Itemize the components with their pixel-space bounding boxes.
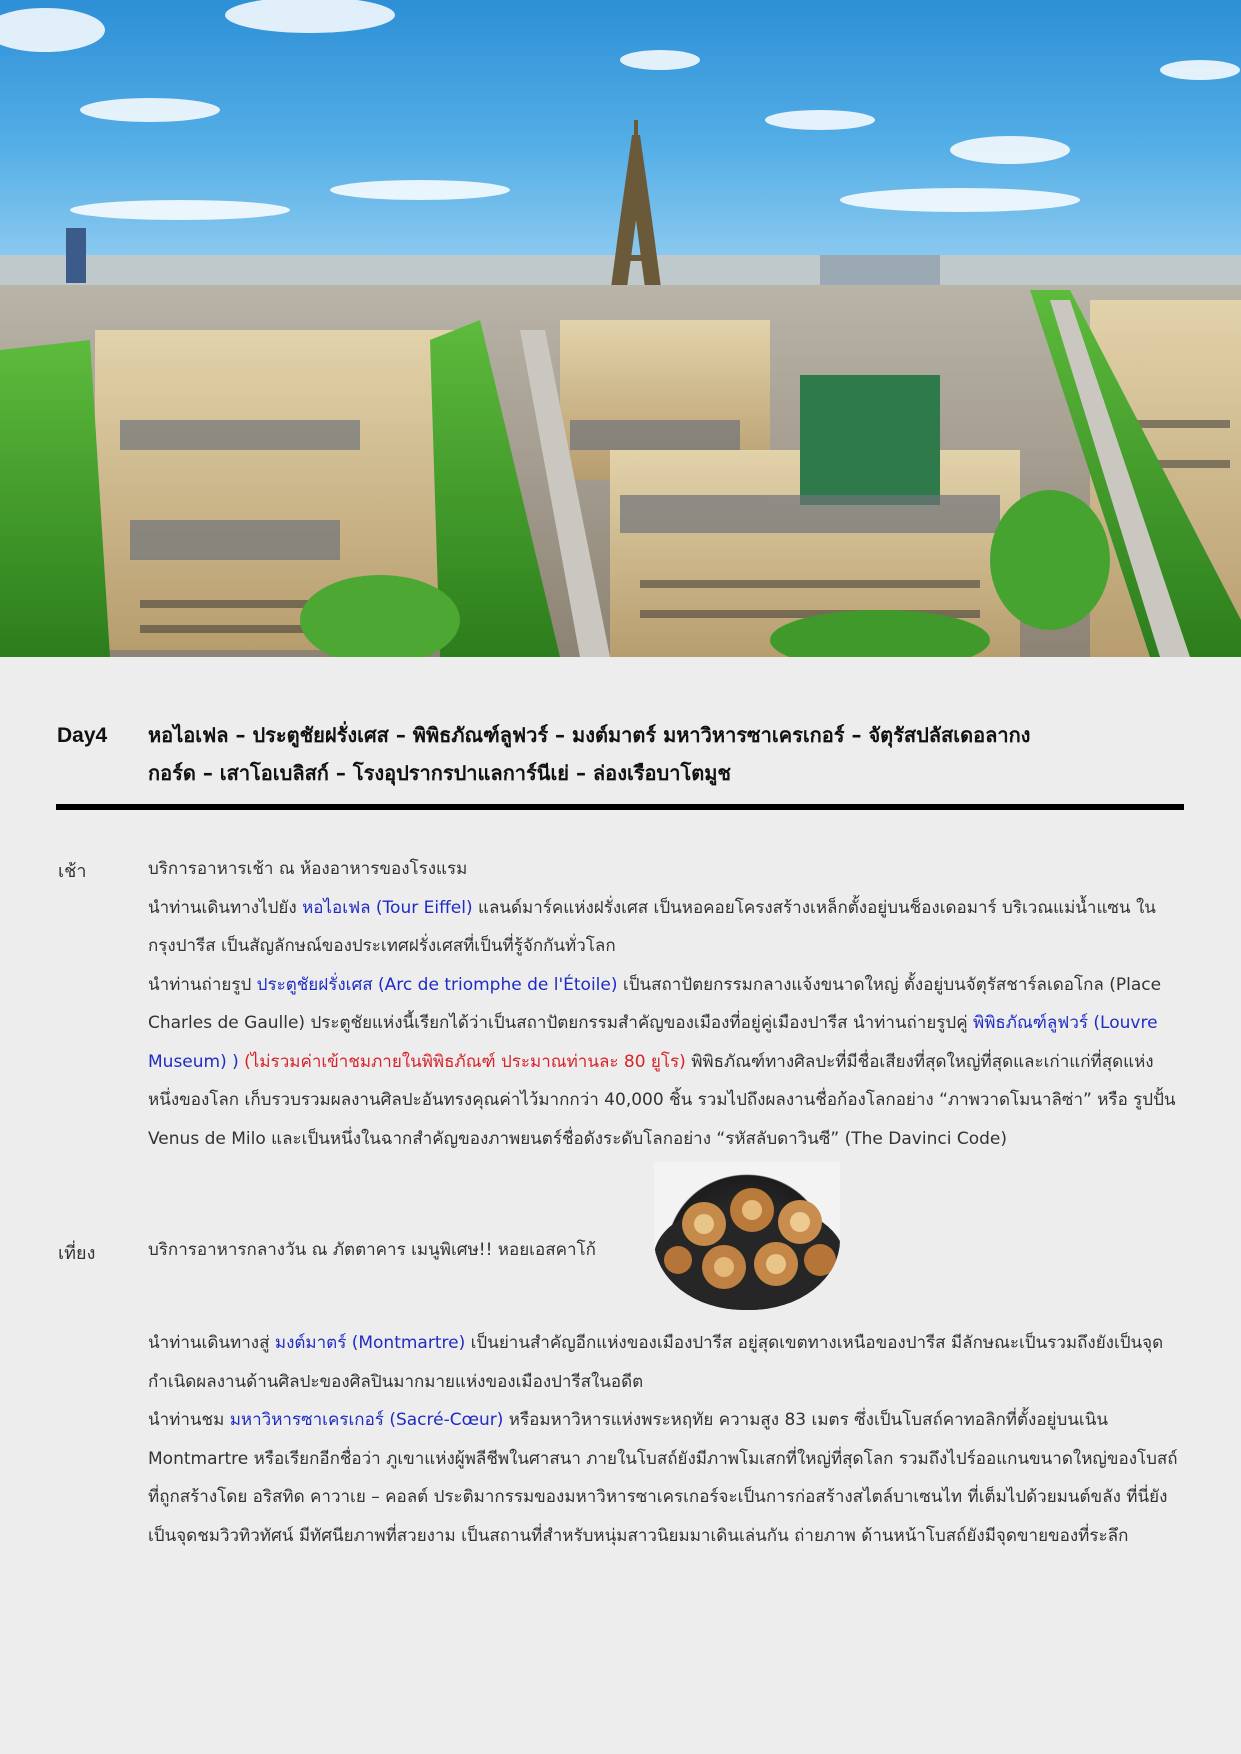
escargot-illustration xyxy=(654,1162,840,1310)
sacre-coeur-description: หรือมหาวิหารแห่งพระหฤทัย ความสูง 83 เมตร ซึ่งเป็นโบสถ์คาทอลิกที่ตั้งอยู่บนเนิน Montmartre หรือเรียกอีกชื่อว่า ภูเขาแห่งผู้พลีชีพในศาสนา ภายในโบสถ์ยังมีภาพโมเสกที่ใหญ่ที่สุดโลก รวมถึงไปร์ออแกนขนาดใหญ่ของโบสถ์ที่ถูกสร้างโดย อริสทิด คาวาเย – คอลต์ ประติมากรรมของมหาวิหารซาเครเกอร์จะเป็นการก่อสร้างสไตล์บาเซนไท ที่เต็มไปด้วยมนต์ขลัง ที่นี่ยังเป็นจุดชมวิวทิวทัศน์ มีทัศนียภาพที่สวยงาม เป็นสถานที่สำหรับหนุ่มสาวนิยมมาเดินเล่นกัน ถ่ายภาพ ด้านหน้าโบสถ์ยังมีจุดขายของที่ระลึก xyxy=(148,1410,1178,1546)
header-divider xyxy=(56,804,1184,810)
montmartre-description: เป็นย่านสำคัญอีกแห่งของเมืองปารีส อยู่สุดเขตทางเหนือของปารีส มีลักษณะเป็นรวมถึงยังเป็นจุดกำเนิดผลงานด้านศิลปะของศิลปินมากมายแห่งของเมืองปารีสในอดีต xyxy=(148,1333,1164,1392)
eiffel-intro: นำท่านเดินทางไปยัง xyxy=(148,897,303,918)
louvre-description: พิพิธภัณฑ์ทางศิลปะที่มีชื่อเสียงที่สุดใหญ่ที่สุดและเก่าแก่ที่สุดแห่งหนึ่งของโลก เก็บรวบรวมผลงานศิลปะอันทรงคุณค่าไว้มากกว่า 40,000 ชิ้น รวมไปถึงผลงานชื่อก้องโลกอย่าง “ภาพวาดโมนาลิซ่า” หรือ รูปปั้น Venus de Milo และเป็นหนึ่งในฉากสำคัญของภาพยนตร์ชื่อดังระดับโลกอย่าง “รหัสลับดาวินซี” (The Davinci Code) xyxy=(148,1051,1176,1149)
day-title-line-2: กอร์ด – เสาโอเบลิสก์ – โรงอุปรากรปาแลการ์นีเย่ – ล่องเรือบาโตมูช xyxy=(148,761,731,785)
morning-section xyxy=(148,850,1182,1158)
day-label: Day4 xyxy=(57,724,108,747)
montmartre-name: มงต์มาตร์ (Montmartre) xyxy=(274,1333,466,1353)
montmartre-intro: นำท่านเดินทางสู่ xyxy=(148,1333,275,1353)
lunch-text: บริการอาหารกลางวัน ณ ภัตตาคาร เมนูพิเศษ!! หอยเอสคาโก้ xyxy=(148,1240,596,1260)
eiffel-name: หอไอเฟล (Tour Eiffel) xyxy=(302,897,473,918)
paris-skyline-photo xyxy=(0,0,1241,657)
breakfast-text: บริการอาหารเช้า ณ ห้องอาหารของโรงแรม xyxy=(148,859,468,879)
arc-intro: นำท่านถ่ายรูป xyxy=(148,974,257,995)
day-title xyxy=(148,716,1238,792)
escargot-photo xyxy=(654,1162,840,1310)
sacre-coeur-paragraph xyxy=(148,1401,1182,1555)
lunch-label: เที่ยง xyxy=(58,1243,96,1264)
louvre-name: พิพิธภัณฑ์ลูฟวร์ (Louvre Museum) ) xyxy=(148,1013,1158,1072)
arc-louvre-paragraph xyxy=(148,966,1182,1159)
morning-label: เช้า xyxy=(58,861,87,882)
louvre-fee-note: (ไม่รวมค่าเข้าชมภายในพิพิธภัณฑ์ ประมาณท่านละ 80 ยูโร) xyxy=(238,1051,686,1072)
afternoon-section xyxy=(148,1324,1182,1555)
eiffel-description: แลนด์มาร์คแห่งฝรั่งเศส เป็นหอคอยโครงสร้างเหล็กตั้งอยู่บนช็องเดอมาร์ บริเวณแม่น้ำแซน ในกรุงปารีส เป็นสัญลักษณ์ของประเทศฝรั่งเศสที่เป็นที่รู้จักกันทั่วโลก xyxy=(148,897,1156,956)
montmartre-paragraph xyxy=(148,1324,1182,1401)
paris-skyline-illustration xyxy=(0,0,1241,657)
arc-name: ประตูชัยฝรั่งเศส (Arc de triomphe de l'Étoile) xyxy=(256,974,618,995)
sacre-intro: นำท่านชม xyxy=(148,1410,230,1430)
sacre-coeur-name: มหาวิหารซาเครเกอร์ (Sacré-Cœur) xyxy=(229,1410,504,1430)
day-title-line-1: หอไอเฟล – ประตูชัยฝรั่งเศส – พิพิธภัณฑ์ลูฟวร์ – มงต์มาตร์ มหาวิหารซาเครเกอร์ – จัตุรัสปลัสเดอลากง xyxy=(148,723,1031,747)
eiffel-paragraph xyxy=(148,889,1182,966)
arc-description: เป็นสถาปัตยกรรมกลางแจ้งขนาดใหญ่ ตั้งอยู่บนจัตุรัสชาร์ลเดอโกล (Place Charles de Gaulle) ประตูชัยแห่งนี้เรียกได้ว่าเป็นสถาปัตยกรรมสำคัญของเมืองที่อยู่คู่เมืองปารีส นำท่านถ่ายรูปคู่ xyxy=(148,974,1162,1033)
